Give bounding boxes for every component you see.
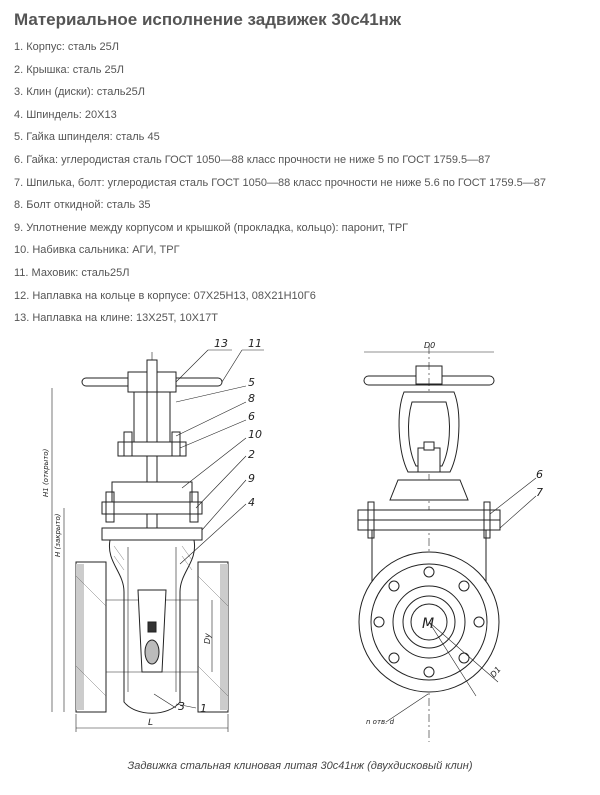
drawing-caption: Задвижка стальная клиновая литая 30с41нж (двухдисковый клин) [127, 760, 473, 772]
list-item: 12. Наплавка на кольце в корпусе: 07Х25Н13, 08Х21Н10Г6 [14, 289, 316, 302]
list-item: 11. Маховик: сталь25Л [14, 266, 130, 279]
list-item: 5. Гайка шпинделя: сталь 45 [14, 131, 160, 144]
list-item: 13. Наплавка на клине: 13Х25Т, 10Х17Т [14, 312, 218, 325]
page-title: Материальное исполнение задвижек 30с41нж [14, 10, 402, 29]
callout-label: 8 [248, 392, 255, 405]
list-item: 7. Шпилька, болт: углеродистая сталь ГОСТ 1050—88 класс прочности не ниже 5.6 по ГОСТ 1759.5—87 [14, 176, 546, 189]
section-view [52, 350, 264, 732]
list-item: 2. Крышка: сталь 25Л [14, 63, 124, 76]
list-item: 3. Клин (диски): сталь25Л [14, 86, 145, 99]
dimension-label: L [148, 718, 154, 728]
list-item: 8. Болт откидной: сталь 35 [14, 199, 151, 212]
callout-label: 2 [248, 448, 255, 461]
callout-label: 9 [248, 472, 255, 485]
front-view [358, 346, 536, 742]
dimension-label: H (закрыто) [54, 513, 62, 557]
callout-label: 11 [248, 337, 262, 350]
list-item: 1. Корпус: сталь 25Л [14, 41, 120, 53]
svg-text:М: М [422, 616, 435, 632]
dimension-label: H1 (открыто) [42, 448, 50, 497]
callout-label: 5 [248, 376, 255, 389]
list-item: 4. Шпиндель: 20Х13 [14, 108, 117, 121]
callout-label: 1 [200, 702, 207, 715]
callout-label: 4 [248, 496, 255, 509]
dimension-label: Dy [203, 633, 212, 644]
callout-label: 7 [536, 486, 543, 499]
valve-technical-drawing [36, 332, 566, 752]
callout-label: 6 [536, 468, 543, 481]
dimension-label: n отв. d [366, 718, 395, 726]
callout-label: 10 [248, 428, 262, 441]
list-item: 9. Уплотнение между корпусом и крышкой (прокладка, кольцо): паронит, ТРГ [14, 221, 409, 234]
callout-label: 13 [214, 337, 228, 350]
materials-list [14, 40, 594, 334]
callout-label: 6 [248, 410, 255, 423]
dimension-label: D1 [488, 664, 503, 680]
list-item: 10. Набивка сальника: АГИ, ТРГ [14, 244, 180, 257]
dimension-label: D0 [424, 341, 436, 350]
list-item: 6. Гайка: углеродистая сталь ГОСТ 1050—88 класс прочности не ниже 5 по ГОСТ 1759.5—87 [14, 153, 491, 166]
callout-label: 3 [178, 700, 185, 713]
